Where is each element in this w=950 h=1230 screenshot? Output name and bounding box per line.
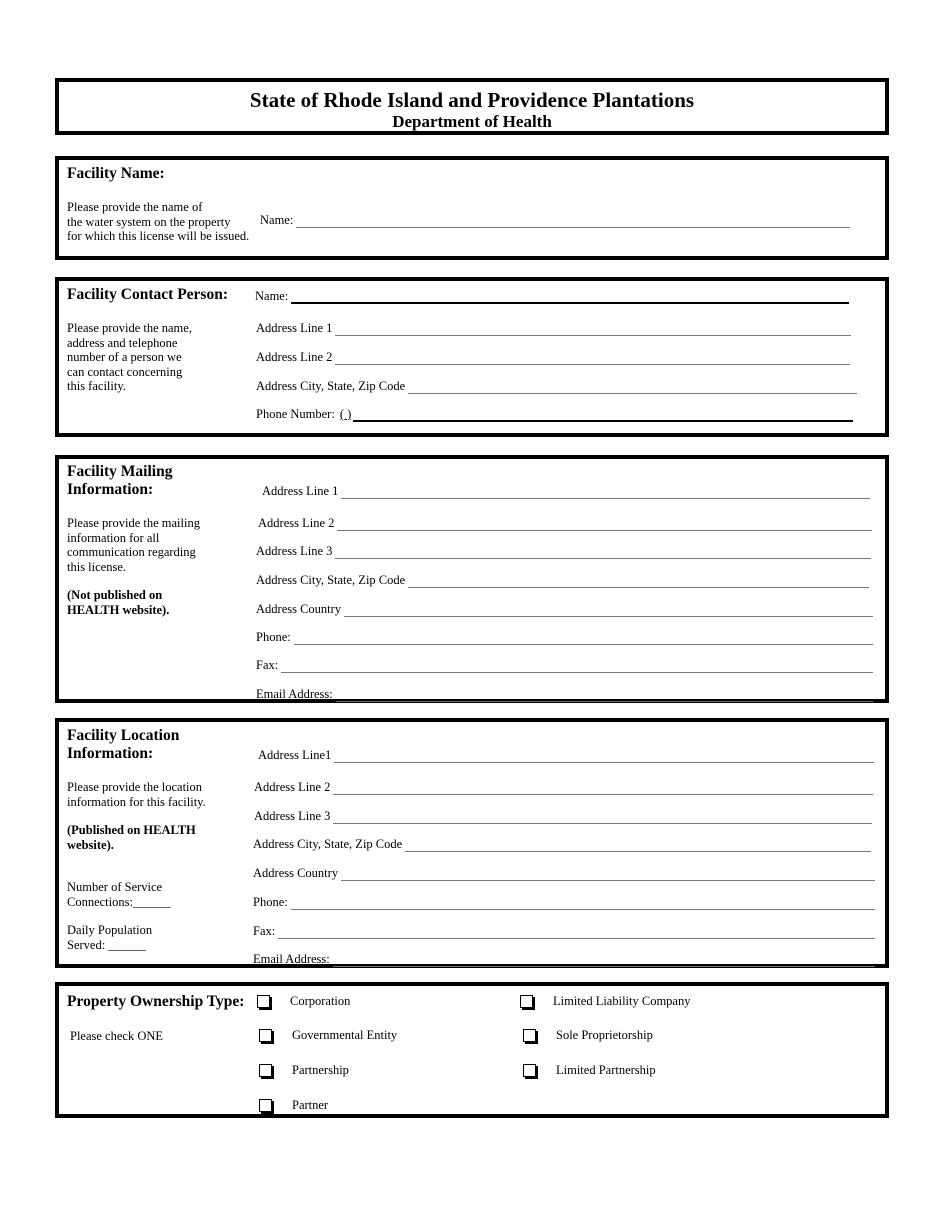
option-sole-proprietorship[interactable]: Sole Proprietorship (523, 1028, 653, 1043)
location-fax-field[interactable]: Fax: (253, 923, 875, 939)
publication-note: (Not published on HEALTH website). (67, 588, 170, 617)
contact-name-field[interactable]: Name: (255, 288, 849, 304)
ownership-instruction: Please check ONE (70, 1029, 164, 1043)
checkbox-icon[interactable] (523, 1029, 536, 1042)
mailing-address-line1-field[interactable]: Address Line 1 (262, 483, 870, 499)
contact-section (55, 277, 889, 437)
header-title: State of Rhode Island and Providence Plantations (249, 88, 695, 112)
facility-name-field[interactable]: Name: (260, 212, 850, 228)
daily-population-field[interactable]: Daily Population Served: ______ (67, 923, 153, 952)
location-phone-field[interactable]: Phone: (253, 894, 875, 910)
contact-phone-field[interactable]: Phone Number: ( ) (256, 406, 853, 422)
section-title: Facility Name: (67, 165, 165, 182)
facility-name-section (55, 156, 889, 260)
checkbox-icon[interactable] (520, 995, 533, 1008)
location-email-field[interactable]: Email Address: (253, 951, 875, 967)
option-governmental-entity[interactable]: Governmental Entity (259, 1028, 397, 1043)
location-country-field[interactable]: Address Country (253, 865, 875, 881)
location-address-line3-field[interactable]: Address Line 3 (254, 808, 872, 824)
location-city-state-zip-field[interactable]: Address City, State, Zip Code (253, 836, 871, 852)
option-limited-partnership[interactable]: Limited Partnership (523, 1063, 656, 1078)
checkbox-icon[interactable] (259, 1064, 272, 1077)
contact-address-line1-field[interactable]: Address Line 1 (256, 320, 851, 336)
mailing-country-field[interactable]: Address Country (256, 601, 873, 617)
form-header (55, 78, 889, 135)
location-address-line1-field[interactable]: Address Line1 (258, 747, 874, 763)
section-title: Facility Mailing Information: (67, 463, 173, 498)
section-title: Facility Location Information: (67, 727, 180, 762)
checkbox-icon[interactable] (259, 1029, 272, 1042)
header-subtitle: Department of Health (392, 112, 552, 131)
mailing-address-line3-field[interactable]: Address Line 3 (256, 543, 871, 559)
checkbox-icon[interactable] (259, 1099, 272, 1112)
checkbox-icon[interactable] (523, 1064, 536, 1077)
section-description: Please provide the mailing information for all communication regarding this license. (67, 516, 200, 574)
mailing-city-state-zip-field[interactable]: Address City, State, Zip Code (256, 572, 869, 588)
section-description: Please provide the location information for this facility. (67, 780, 206, 809)
phone-area-code: ( ) (339, 407, 352, 421)
section-description: Please provide the name, address and telephone number of a person we can contact concerning this facility. (67, 321, 192, 393)
service-connections-field[interactable]: Number of Service Connections:______ (67, 880, 171, 909)
mailing-phone-field[interactable]: Phone: (256, 629, 873, 645)
section-description: Please provide the name of the water system on the property for which this license will be issued. (67, 200, 250, 243)
location-section (55, 718, 889, 968)
mailing-address-line2-field[interactable]: Address Line 2 (258, 515, 872, 531)
mailing-section (55, 455, 889, 703)
location-address-line2-field[interactable]: Address Line 2 (254, 779, 873, 795)
section-title: Facility Contact Person: (67, 286, 228, 303)
checkbox-icon[interactable] (257, 995, 270, 1008)
section-title: Property Ownership Type: (67, 993, 245, 1010)
publication-note: (Published on HEALTH website). (67, 823, 196, 852)
mailing-fax-field[interactable]: Fax: (256, 657, 873, 673)
mailing-email-field[interactable]: Email Address: (256, 686, 873, 702)
contact-city-state-zip-field[interactable]: Address City, State, Zip Code (256, 378, 857, 394)
option-limited-liability-company[interactable]: Limited Liability Company (520, 994, 690, 1009)
option-partner[interactable]: Partner (259, 1098, 328, 1113)
contact-address-line2-field[interactable]: Address Line 2 (256, 349, 850, 365)
option-partnership[interactable]: Partnership (259, 1063, 349, 1078)
ownership-section (55, 982, 889, 1118)
option-corporation[interactable]: Corporation (257, 994, 350, 1009)
